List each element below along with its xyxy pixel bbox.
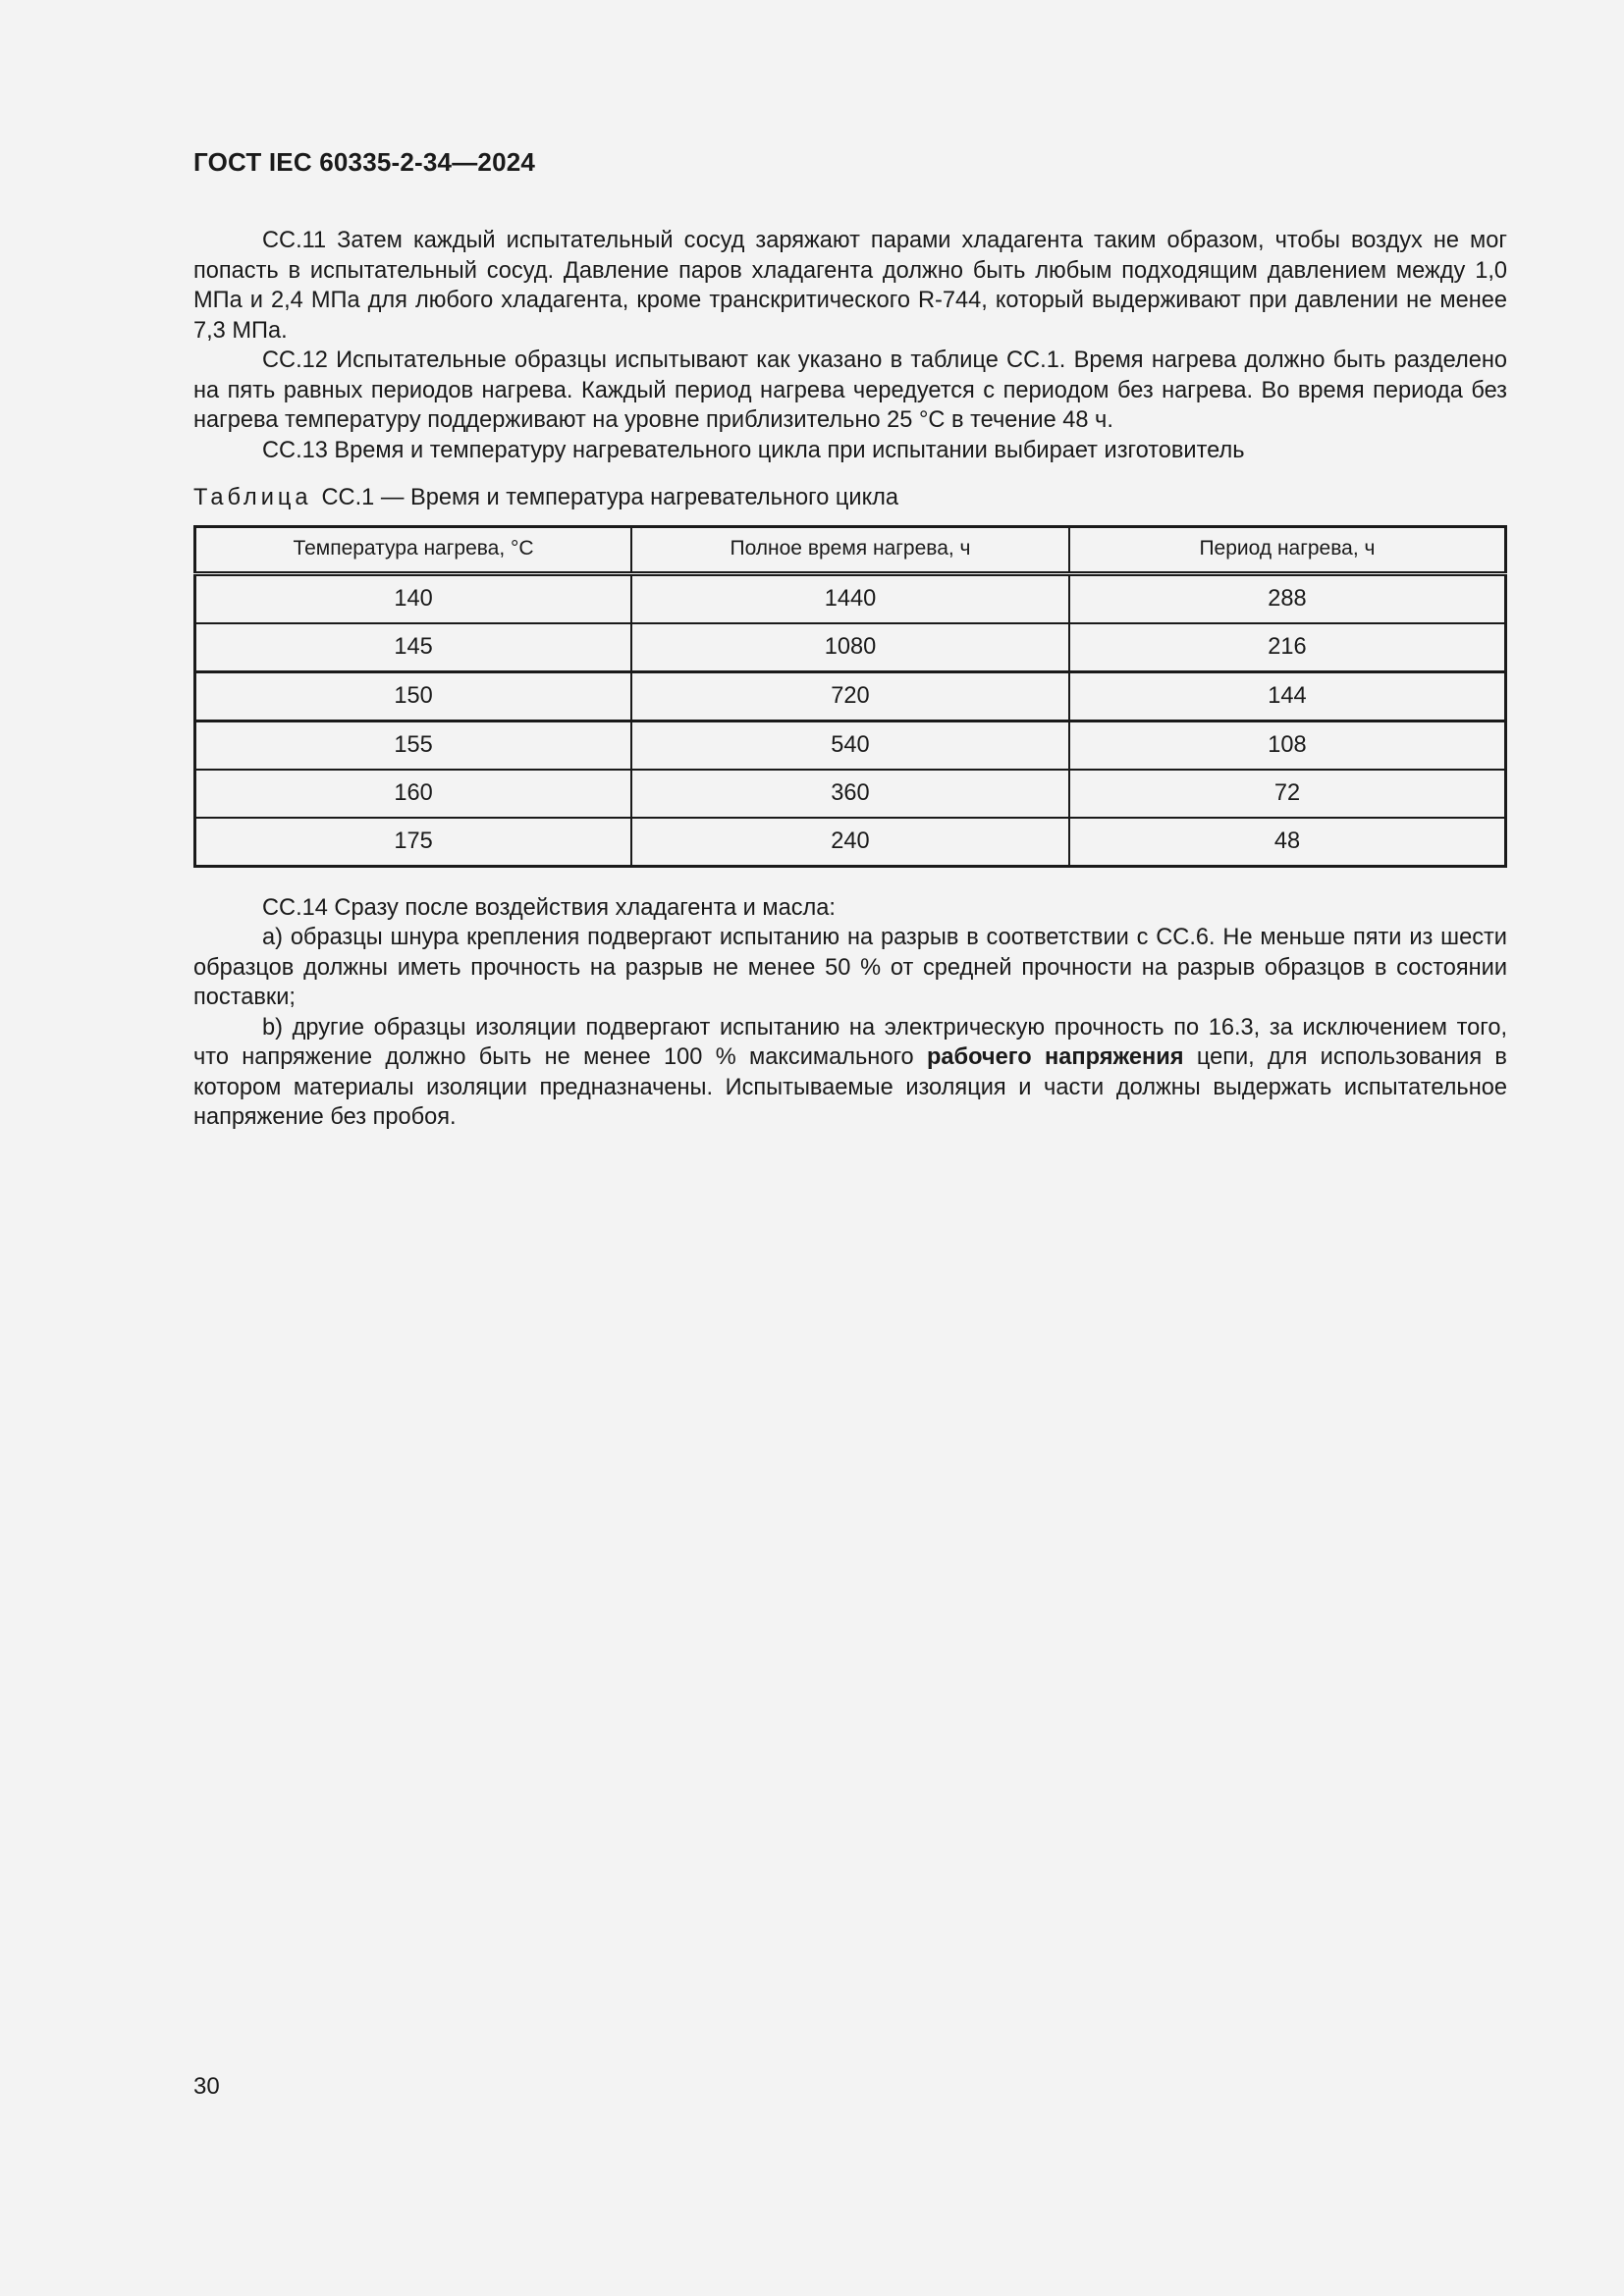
cell-total-time: 240 <box>631 818 1069 867</box>
cell-period: 288 <box>1069 573 1506 623</box>
cell-period: 108 <box>1069 721 1506 770</box>
defined-term-working-voltage: рабочего напряжения <box>926 1044 1184 1070</box>
table-row <box>195 770 1506 818</box>
paragraph-cc14: CC.14 Сразу после воздействия хладагента и масла: <box>262 894 836 921</box>
cell-period: 72 <box>1069 770 1506 818</box>
document-body <box>193 226 1507 1133</box>
header-temperature: Температура нагрева, °С <box>195 526 632 573</box>
cell-total-time: 720 <box>631 671 1069 721</box>
cell-temperature: 160 <box>195 770 632 818</box>
table-caption-text: CC.1 — Время и температура нагревательного цикла <box>321 485 899 510</box>
list-item-a: a) образцы шнура крепления подвергают испытанию на разрыв в соответствии с CC.6. Не меньше пяти из шести образцов должны иметь прочность на разрыв не менее 50 % от средней прочности на разрыв образцов в состоянии поставки; <box>193 925 1507 1010</box>
item-b-end: цепи, для использования в котором материалы изоляции предназначены. Испытываемые изоляция и части должны выдержать испытательное напряжение без пробоя. <box>193 1044 1507 1130</box>
table-row <box>195 721 1506 770</box>
paragraph-cc12: CC.12 Испытательные образцы испытывают как указано в таблице CC.1. Время нагрева должно быть разделено на пять равных периодов нагрева. Каждый период нагрева чередуется с периодом без нагрева. Во время периода без нагрева температуру поддерживают на уровне приблизительно 25 °С в течение 48 ч. <box>193 347 1507 433</box>
cell-period: 48 <box>1069 818 1506 867</box>
header-total-time: Полное время нагрева, ч <box>631 526 1069 573</box>
cell-total-time: 1080 <box>631 623 1069 672</box>
cell-total-time: 540 <box>631 721 1069 770</box>
page-number: 30 <box>193 2073 220 2100</box>
header-period: Период нагрева, ч <box>1069 526 1506 573</box>
cell-temperature: 140 <box>195 573 632 623</box>
cell-period: 144 <box>1069 671 1506 721</box>
cell-period: 216 <box>1069 623 1506 672</box>
table-caption-prefix: Таблица <box>193 485 312 510</box>
item-b-start: b) другие образцы изоляции подвергают испытанию на электрическую прочность по 16.3, за исключением того, что напряжение должно быть не менее 100 % максимального <box>193 1014 1507 1070</box>
table-row <box>195 623 1506 672</box>
table-caption <box>193 483 1507 513</box>
cell-temperature: 155 <box>195 721 632 770</box>
paragraph-cc11: CC.11 Затем каждый испытательный сосуд заряжают парами хладагента таким образом, чтобы воздух не мог попасть в испытательный сосуд. Давление паров хладагента должно быть любым подходящим давлением между 1,0 МПа и 2,4 МПа для любого хладагента, кроме транскритического R-744, который выдерживают при давлении не менее 7,3 МПа. <box>193 228 1507 344</box>
paragraph-cc13: CC.13 Время и температуру нагревательного цикла при испытании выбирает изготовитель <box>262 437 1245 463</box>
list-item-b <box>193 1013 1507 1133</box>
heating-cycle-table <box>193 525 1507 868</box>
table-row <box>195 818 1506 867</box>
table-header-row <box>195 526 1506 573</box>
cell-temperature: 145 <box>195 623 632 672</box>
cell-temperature: 175 <box>195 818 632 867</box>
table-row <box>195 573 1506 623</box>
document-header: ГОСТ IEC 60335-2-34—2024 <box>193 147 536 177</box>
cell-total-time: 1440 <box>631 573 1069 623</box>
after-table-section <box>193 893 1507 1133</box>
cell-temperature: 150 <box>195 671 632 721</box>
cell-total-time: 360 <box>631 770 1069 818</box>
table-row <box>195 671 1506 721</box>
